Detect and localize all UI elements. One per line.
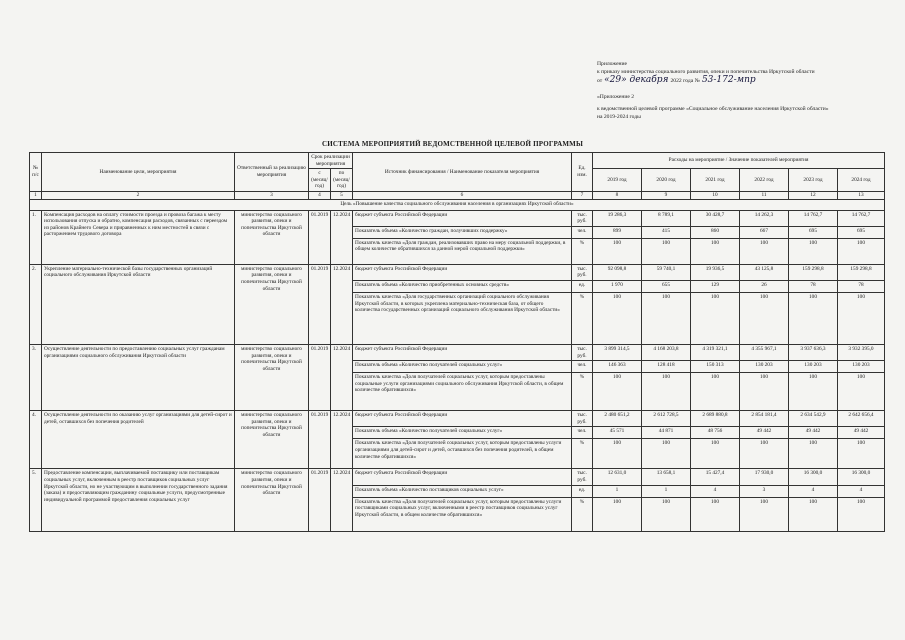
value-cell: 2 634 542,9 <box>789 411 838 427</box>
measure-number: 5. <box>30 469 42 531</box>
handwritten-order-number: 53-172-мпр <box>701 75 756 85</box>
value-cell: 146 363 <box>593 361 642 373</box>
appendix2-label: «Приложение 2 <box>597 94 635 100</box>
value-cell: 667 <box>740 226 789 238</box>
unit-cell: тыс. руб. <box>572 469 593 485</box>
head-name: Наименование цели, мероприятия <box>42 153 235 192</box>
value-cell: 100 <box>593 373 642 411</box>
value-cell: 100 <box>691 373 740 411</box>
unit-cell: чел. <box>572 226 593 238</box>
unit-cell: тыс. руб. <box>572 210 593 226</box>
value-cell: 100 <box>593 292 642 344</box>
value-cell: 100 <box>740 439 789 469</box>
unit-cell: ед. <box>572 280 593 292</box>
value-cell: 49 442 <box>838 427 885 439</box>
value-cell: 2 642 656,4 <box>838 411 885 427</box>
measure-number: 2. <box>30 264 42 344</box>
order-date-line <box>597 76 897 85</box>
value-cell: 14 762,7 <box>838 210 885 226</box>
col-index: 11 <box>740 191 789 199</box>
value-cell: 100 <box>593 497 642 531</box>
measure-name: Предоставление компенсации, выплачиваемой поставщику или поставщикам социальных услуг, включенным в реестр поставщиков социальных услуг Иркутской области, но не участвующим в выполнении государственного задания (заказа) и предоставляющим гражданину социальные услуги, предусмотренные индивидуальной программой предоставления социальных услуг <box>42 469 235 531</box>
period-from: 01.2019 <box>309 411 331 469</box>
col-index: 8 <box>593 191 642 199</box>
value-cell: 100 <box>789 373 838 411</box>
indicator-name: бюджет субъекта Российской Федерации <box>353 411 572 427</box>
value-cell: 655 <box>642 280 691 292</box>
head-responsible: Ответственный за реализацию мероприятия <box>235 153 309 192</box>
value-cell: 92 098,8 <box>593 264 642 280</box>
head-source: Источник финансирования / Наименование показателя мероприятия <box>353 153 572 192</box>
col-index: 9 <box>642 191 691 199</box>
value-cell: 2 689 880,8 <box>691 411 740 427</box>
measure-number: 3. <box>30 344 42 410</box>
indicator-name: бюджет субъекта Российской Федерации <box>353 469 572 485</box>
value-cell: 14 762,7 <box>789 210 838 226</box>
col-index: 10 <box>691 191 740 199</box>
indicator-name: Показатель качества «Доля получателей социальных услуг, которым предоставлены услуги организациями для детей-сирот и детей, оставшихся без попечения родителей, в общем количестве обратившихся» <box>353 439 572 469</box>
value-cell: 4 168 203,8 <box>642 344 691 360</box>
measure-name: Осуществление деятельности по предоставлению социальных услуг гражданам организациями социального обслуживания Иркутской области <box>42 344 235 410</box>
indicator-name: бюджет субъекта Российской Федерации <box>353 264 572 280</box>
indicator-name: бюджет субъекта Российской Федерации <box>353 344 572 360</box>
value-cell: 12 631,0 <box>593 469 642 485</box>
value-cell: 4 319 321,1 <box>691 344 740 360</box>
period-to: 12.2024 <box>331 411 353 469</box>
value-cell: 100 <box>838 497 885 531</box>
unit-cell: % <box>572 292 593 344</box>
program-line-1: к ведомственной целевой программе «Социальное обслуживание населения Иркутской области» <box>597 106 829 112</box>
value-cell: 100 <box>838 439 885 469</box>
value-cell: 128 418 <box>642 361 691 373</box>
value-cell: 100 <box>838 238 885 264</box>
unit-cell: тыс. руб. <box>572 344 593 360</box>
value-cell: 2 480 651,2 <box>593 411 642 427</box>
value-cell: 78 <box>789 280 838 292</box>
indicator-name: Показатель объема «Количество приобретенных основных средств» <box>353 280 572 292</box>
col-index: 3 <box>235 191 309 199</box>
value-cell: 415 <box>642 226 691 238</box>
table-row <box>30 264 885 280</box>
measure-name: Осуществление деятельности по оказанию услуг организациями для детей-сирот и детей, оставшихся без попечения родителей <box>42 411 235 469</box>
order-from: от <box>597 78 603 84</box>
measure-name: Компенсация расходов на оплату стоимости проезда и провоза багажа к месту использования отпуска и обратно, компенсация расходов, связанных с переездом из районов Крайнего Севера и приравненных к ним местностей в связи с расторжением трудового договора <box>42 210 235 264</box>
indicator-name: Показатель объема «Количество граждан, получивших поддержку» <box>353 226 572 238</box>
value-cell: 129 <box>691 280 740 292</box>
value-cell: 100 <box>691 238 740 264</box>
unit-cell: чел. <box>572 427 593 439</box>
value-cell: 49 442 <box>789 427 838 439</box>
value-cell: 3 932 395,0 <box>838 344 885 360</box>
value-cell: 44 871 <box>642 427 691 439</box>
value-cell: 100 <box>593 238 642 264</box>
unit-cell: чел. <box>572 361 593 373</box>
value-cell: 26 <box>740 280 789 292</box>
period-from: 01.2019 <box>309 264 331 344</box>
value-cell: 159 298,8 <box>838 264 885 280</box>
unit-cell: % <box>572 373 593 411</box>
period-to: 12.2024 <box>331 344 353 410</box>
head-no: № п/с <box>30 153 42 192</box>
value-cell: 1 <box>642 485 691 497</box>
value-cell: 100 <box>740 292 789 344</box>
value-cell: 100 <box>789 238 838 264</box>
measure-name: Укрепление материально-технической базы государственных организаций социального обслуживания Иркутской области <box>42 264 235 344</box>
head-from: с (месяц/ год) <box>309 169 331 192</box>
value-cell: 2 854 181,4 <box>740 411 789 427</box>
head-expenses: Расходы на мероприятие / Значение показателей мероприятия <box>593 153 885 169</box>
value-cell: 100 <box>789 439 838 469</box>
value-cell: 43 125,8 <box>740 264 789 280</box>
col-index: 4 <box>309 191 331 199</box>
value-cell: 13 658,1 <box>642 469 691 485</box>
appendix-header <box>597 60 897 121</box>
value-cell: 1 <box>593 485 642 497</box>
value-cell: 159 298,8 <box>789 264 838 280</box>
indicator-name: Показатель качества «Доля получателей социальных услуг, которым предоставлены социальные услуги организациями социального обслуживания Иркутской области, в общем количестве обратившихся» <box>353 373 572 411</box>
period-from: 01.2019 <box>309 469 331 531</box>
value-cell: 100 <box>642 497 691 531</box>
value-cell: 59 740,1 <box>642 264 691 280</box>
unit-cell: % <box>572 439 593 469</box>
value-cell: 78 <box>838 280 885 292</box>
indicator-name: Показатель качества «Доля государственных организаций социального обслуживания Иркутской области, в которых укреплена материально-техническая база, от общего количества государственных организаций социального обслуживания Иркутской области» <box>353 292 572 344</box>
col-index: 13 <box>838 191 885 199</box>
appendix-label: Приложение <box>597 61 628 67</box>
value-cell: 30 428,7 <box>691 210 740 226</box>
order-line: к приказу министерства социального развития, опеки и попечительства Иркутской области <box>597 69 815 75</box>
responsible-cell: министерство социального развития, опеки и попечительства Иркутской области <box>235 264 309 344</box>
value-cell: 130 203 <box>838 361 885 373</box>
value-cell: 100 <box>691 292 740 344</box>
indicator-name: Показатель качества «Доля граждан, реализовавших право на меру социальной поддержки, в общем количестве обратившихся за данной мерой социальной поддержки» <box>353 238 572 264</box>
unit-cell: % <box>572 238 593 264</box>
col-index: 12 <box>789 191 838 199</box>
value-cell: 2 612 728,5 <box>642 411 691 427</box>
head-year: 2024 год <box>838 169 885 192</box>
responsible-cell: министерство социального развития, опеки и попечительства Иркутской области <box>235 344 309 410</box>
order-year: 2022 года № <box>670 78 700 84</box>
indicator-name: Показатель качества «Доля получателей социальных услуг, которым предоставлены услуги поставщиками социальных услуг, включенными в реестр поставщиков социальных услуг Иркутской области, в общем количестве обратившихся» <box>353 497 572 531</box>
value-cell: 100 <box>642 292 691 344</box>
head-period: Срок реализации мероприятия <box>309 153 353 169</box>
value-cell: 49 442 <box>740 427 789 439</box>
period-to: 12.2024 <box>331 210 353 264</box>
value-cell: 100 <box>740 373 789 411</box>
period-to: 12.2024 <box>331 469 353 531</box>
value-cell: 3 899 314,5 <box>593 344 642 360</box>
value-cell: 100 <box>642 439 691 469</box>
document-title: СИСТЕМА МЕРОПРИЯТИЙ ВЕДОМСТВЕННОЙ ЦЕЛЕВОЙ ПРОГРАММЫ <box>321 140 584 148</box>
value-cell: 130 203 <box>789 361 838 373</box>
head-year: 2022 год <box>740 169 789 192</box>
responsible-cell: министерство социального развития, опеки и попечительства Иркутской области <box>235 469 309 531</box>
value-cell: 130 203 <box>740 361 789 373</box>
indicator-name: Показатель объема «Количество поставщиков социальных услуг» <box>353 485 572 497</box>
value-cell: 15 427,4 <box>691 469 740 485</box>
value-cell: 3 937 636,3 <box>789 344 838 360</box>
value-cell: 100 <box>691 439 740 469</box>
period-from: 01.2019 <box>309 344 331 410</box>
program-line-2: на 2019-2024 годы <box>597 114 641 120</box>
value-cell: 100 <box>740 238 789 264</box>
column-index-row <box>30 191 885 199</box>
value-cell: 100 <box>838 292 885 344</box>
col-index: 7 <box>572 191 593 199</box>
value-cell: 3 <box>740 485 789 497</box>
unit-cell: тыс. руб. <box>572 264 593 280</box>
value-cell: 1 970 <box>593 280 642 292</box>
value-cell: 14 262,3 <box>740 210 789 226</box>
value-cell: 8 789,1 <box>642 210 691 226</box>
value-cell: 100 <box>789 497 838 531</box>
value-cell: 100 <box>740 497 789 531</box>
value-cell: 19 286,3 <box>593 210 642 226</box>
head-to: по (месяц/ год) <box>331 169 353 192</box>
value-cell: 19 936,5 <box>691 264 740 280</box>
period-to: 12.2024 <box>331 264 353 344</box>
value-cell: 860 <box>691 226 740 238</box>
table-row <box>30 411 885 427</box>
goal-row <box>30 199 885 210</box>
indicator-name: бюджет субъекта Российской Федерации <box>353 210 572 226</box>
col-index: 6 <box>353 191 572 199</box>
table-row <box>30 469 885 485</box>
col-index: 2 <box>42 191 235 199</box>
head-year: 2019 год <box>593 169 642 192</box>
value-cell: 4 355 967,1 <box>740 344 789 360</box>
responsible-cell: министерство социального развития, опеки и попечительства Иркутской области <box>235 411 309 469</box>
indicator-name: Показатель объема «Количество получателей социальных услуг» <box>353 361 572 373</box>
goal-text: Цель «Повышение качества социального обслуживания населения в организациях Иркутской области» <box>30 199 885 210</box>
head-unit: Ед. изм. <box>572 153 593 192</box>
value-cell: 16 300,0 <box>838 469 885 485</box>
value-cell: 695 <box>789 226 838 238</box>
handwritten-date: «29» декабря <box>604 75 669 85</box>
value-cell: 150 313 <box>691 361 740 373</box>
value-cell: 48 756 <box>691 427 740 439</box>
value-cell: 899 <box>593 226 642 238</box>
value-cell: 17 930,0 <box>740 469 789 485</box>
col-index: 1 <box>30 191 42 199</box>
value-cell: 695 <box>838 226 885 238</box>
measure-number: 4. <box>30 411 42 469</box>
measure-number: 1. <box>30 210 42 264</box>
table-row <box>30 210 885 226</box>
measures-table <box>29 152 885 532</box>
value-cell: 4 <box>691 485 740 497</box>
value-cell: 100 <box>789 292 838 344</box>
value-cell: 4 <box>789 485 838 497</box>
value-cell: 45 571 <box>593 427 642 439</box>
head-year: 2023 год <box>789 169 838 192</box>
value-cell: 100 <box>838 373 885 411</box>
period-from: 01.2019 <box>309 210 331 264</box>
unit-cell: ед. <box>572 485 593 497</box>
head-year: 2021 год <box>691 169 740 192</box>
indicator-name: Показатель объема «Количество получателей социальных услуг» <box>353 427 572 439</box>
value-cell: 100 <box>642 238 691 264</box>
unit-cell: тыс. руб. <box>572 411 593 427</box>
head-year: 2020 год <box>642 169 691 192</box>
value-cell: 100 <box>642 373 691 411</box>
value-cell: 100 <box>593 439 642 469</box>
responsible-cell: министерство социального развития, опеки и попечительства Иркутской области <box>235 210 309 264</box>
table-row <box>30 344 885 360</box>
value-cell: 16 300,0 <box>789 469 838 485</box>
col-index: 5 <box>331 191 353 199</box>
unit-cell: % <box>572 497 593 531</box>
value-cell: 100 <box>691 497 740 531</box>
value-cell: 4 <box>838 485 885 497</box>
